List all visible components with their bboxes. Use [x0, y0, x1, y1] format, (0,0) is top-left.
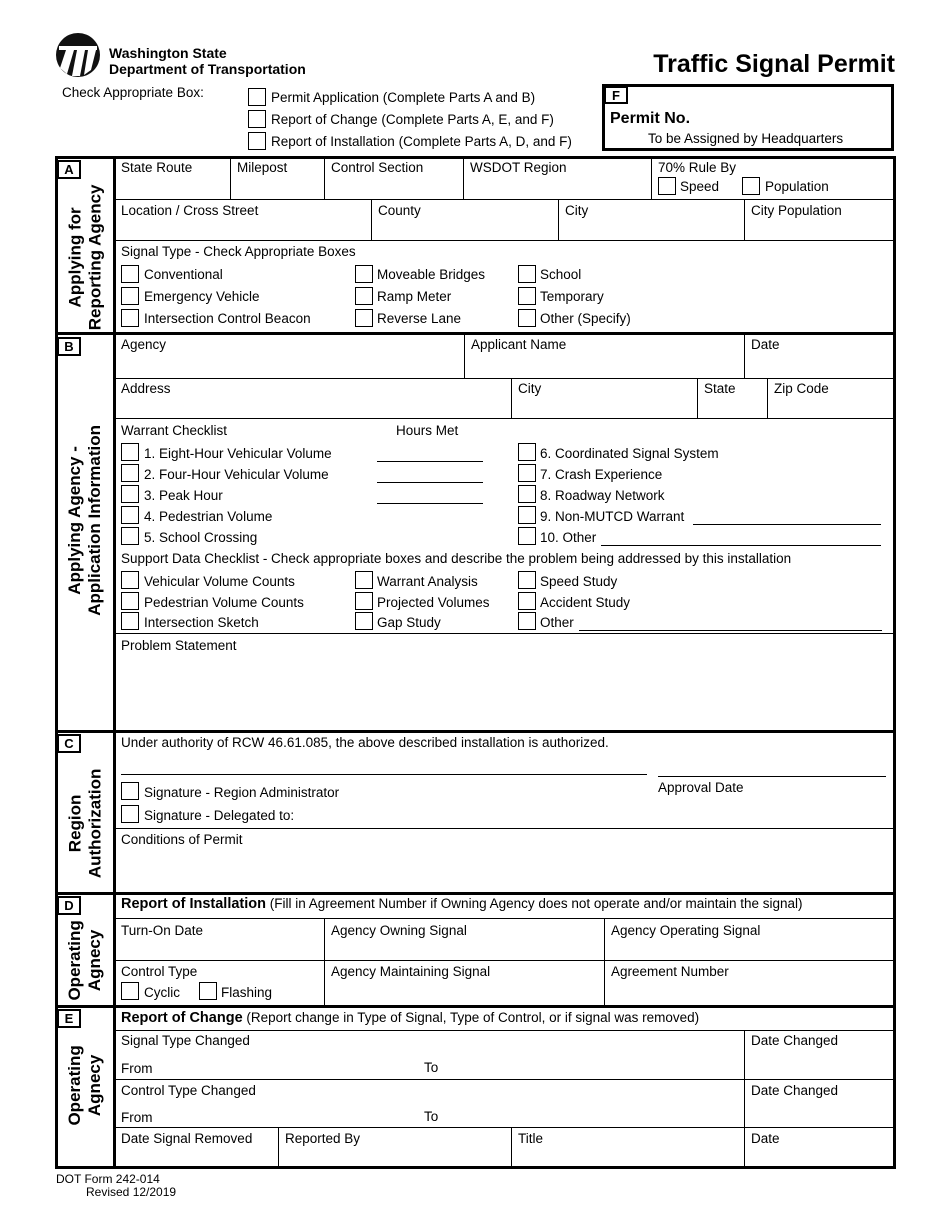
wsdot-region-label: WSDOT Region: [470, 160, 567, 175]
warrant-checkbox[interactable]: [518, 527, 536, 545]
support-label: Gap Study: [377, 615, 441, 630]
warrant-label: 9. Non-MUTCD Warrant: [540, 509, 685, 524]
warrant-label: 6. Coordinated Signal System: [540, 446, 719, 461]
report-installation-checkbox[interactable]: [248, 132, 266, 150]
warrant-checkbox[interactable]: [121, 527, 139, 545]
permit-no-label: Permit No.: [610, 110, 691, 127]
signal-type-checkbox[interactable]: [121, 265, 139, 283]
warrant-checkbox[interactable]: [121, 464, 139, 482]
permit-application-label: Permit Application (Complete Parts A and B): [271, 90, 536, 105]
population-checkbox[interactable]: [742, 177, 760, 195]
approval-date-line[interactable]: [658, 776, 886, 777]
speed-label: Speed: [680, 179, 720, 194]
section-b-side-title: Applying Agency - Application Information: [65, 424, 105, 616]
section-d-side-title: Operating Agnecy: [65, 919, 105, 1001]
date-changed-label: Date Changed: [751, 1033, 839, 1048]
warrant-checkbox[interactable]: [518, 443, 536, 461]
warrant-label: 5. School Crossing: [144, 530, 258, 545]
signal-type-option: Moveable Bridges: [377, 267, 486, 282]
to-label: To: [424, 1060, 439, 1075]
support-label: Projected Volumes: [377, 595, 490, 610]
warrant-label: 2. Four-Hour Vehicular Volume: [144, 467, 329, 482]
support-label: Speed Study: [540, 574, 618, 589]
to-label: To: [424, 1109, 439, 1124]
control-type-label: Control Type: [121, 964, 198, 979]
city-population-label: City Population: [751, 203, 842, 218]
title-label: Title: [518, 1131, 544, 1146]
support-checkbox[interactable]: [518, 612, 536, 630]
wsdot-logo-icon: [55, 32, 101, 78]
delegated-label: Signature - Delegated to:: [144, 808, 295, 823]
org-name-line2: Department of Transportation: [109, 61, 306, 77]
section-a-side-title: Applying for Reporting Agency: [65, 184, 105, 330]
signal-type-checkbox[interactable]: [518, 287, 536, 305]
support-checkbox[interactable]: [121, 612, 139, 630]
hours-met-input[interactable]: [377, 461, 483, 462]
agency-owning-label: Agency Owning Signal: [331, 923, 467, 938]
signal-type-option: Emergency Vehicle: [144, 289, 260, 304]
support-label: Vehicular Volume Counts: [144, 574, 295, 589]
permit-no-note: To be Assigned by Headquarters: [648, 131, 844, 146]
city-label: City: [518, 381, 542, 396]
warrant-checklist-label: Warrant Checklist: [121, 423, 228, 438]
support-checkbox[interactable]: [518, 592, 536, 610]
revision-date: Revised 12/2019: [86, 1185, 177, 1199]
hours-met-label: Hours Met: [396, 423, 459, 438]
problem-statement-input[interactable]: [117, 656, 892, 728]
warrant-label: 1. Eight-Hour Vehicular Volume: [144, 446, 332, 461]
cyclic-checkbox[interactable]: [121, 982, 139, 1000]
signal-type-option: Ramp Meter: [377, 289, 452, 304]
signal-type-checkbox[interactable]: [518, 265, 536, 283]
turn-on-date-label: Turn-On Date: [121, 923, 204, 938]
support-label: Intersection Sketch: [144, 615, 259, 630]
warrant-label: 10. Other: [540, 530, 597, 545]
change-heading: Report of Change (Report change in Type of Signal, Type of Control, or if signal was removed): [121, 1010, 700, 1026]
signal-type-option: Reverse Lane: [377, 311, 462, 326]
support-checkbox[interactable]: [121, 571, 139, 589]
address-label: Address: [121, 381, 171, 396]
section-e-letter: E: [57, 1009, 81, 1028]
flashing-checkbox[interactable]: [199, 982, 217, 1000]
form-number: DOT Form 242-014: [56, 1172, 160, 1186]
report-installation-label: Report of Installation (Complete Parts A, D, and F): [271, 134, 572, 149]
date-label: Date: [751, 337, 780, 352]
support-other-input[interactable]: [579, 630, 882, 631]
section-b-letter: B: [57, 337, 81, 356]
warrant-checkbox[interactable]: [518, 464, 536, 482]
check-box-label: Check Appropriate Box:: [62, 85, 204, 100]
milepost-label: Milepost: [237, 160, 288, 175]
control-section-label: Control Section: [331, 160, 424, 175]
from-label: From: [121, 1061, 153, 1076]
approval-date-label: Approval Date: [658, 780, 744, 795]
conditions-input[interactable]: [117, 850, 892, 890]
warrant-label: 8. Roadway Network: [540, 488, 665, 503]
signal-type-option: Other (Specify): [540, 311, 631, 326]
county-label: County: [378, 203, 421, 218]
hours-met-input[interactable]: [377, 503, 483, 504]
installation-heading: Report of Installation (Fill in Agreement Number if Owning Agency does not operate and/or maintain the signal): [121, 896, 803, 912]
signal-type-option: Conventional: [144, 267, 223, 282]
problem-statement-label: Problem Statement: [121, 638, 237, 653]
support-checkbox[interactable]: [355, 612, 373, 630]
hours-met-input[interactable]: [377, 482, 483, 483]
reported-by-label: Reported By: [285, 1131, 361, 1146]
permit-application-checkbox[interactable]: [248, 88, 266, 106]
warrant-checkbox[interactable]: [121, 506, 139, 524]
form-title: Traffic Signal Permit: [653, 50, 895, 78]
speed-checkbox[interactable]: [658, 177, 676, 195]
signal-type-checkbox[interactable]: [518, 309, 536, 327]
warrant-checkbox[interactable]: [121, 485, 139, 503]
support-data-label: Support Data Checklist - Check appropriate boxes and describe the problem being addressed by this installation: [121, 551, 792, 566]
state-label: State: [704, 381, 736, 396]
agency-operating-label: Agency Operating Signal: [611, 923, 761, 938]
authority-text: Under authority of RCW 46.61.085, the above described installation is authorized.: [121, 735, 609, 750]
support-checkbox[interactable]: [121, 592, 139, 610]
location-label: Location / Cross Street: [121, 203, 259, 218]
section-c-side-title: Region Authorization: [65, 768, 105, 879]
support-label: Accident Study: [540, 595, 631, 610]
warrant-label: 3. Peak Hour: [144, 488, 223, 503]
warrant-label: 7. Crash Experience: [540, 467, 663, 482]
region-admin-checkbox[interactable]: [121, 782, 139, 800]
warrant-checkbox[interactable]: [121, 443, 139, 461]
signal-type-checkbox[interactable]: [355, 309, 373, 327]
conditions-label: Conditions of Permit: [121, 832, 243, 847]
section-c-letter: C: [57, 734, 81, 753]
other-warrant-input[interactable]: [601, 545, 881, 546]
agency-maintaining-label: Agency Maintaining Signal: [331, 964, 491, 979]
date-changed-label: Date Changed: [751, 1083, 839, 1098]
date-label: Date: [751, 1131, 780, 1146]
control-type-changed-label: Control Type Changed: [121, 1083, 256, 1098]
section-f-letter: F: [604, 86, 628, 104]
agency-label: Agency: [121, 337, 167, 352]
signal-type-checkbox[interactable]: [121, 309, 139, 327]
support-checkbox[interactable]: [355, 571, 373, 589]
section-e-side-title: Operating Agnecy: [65, 1044, 105, 1126]
signal-type-option: Intersection Control Beacon: [144, 311, 311, 326]
signal-type-changed-label: Signal Type Changed: [121, 1033, 250, 1048]
warrant-checkbox[interactable]: [518, 485, 536, 503]
flashing-label: Flashing: [221, 985, 273, 1000]
report-change-checkbox[interactable]: [248, 110, 266, 128]
non-mutcd-input[interactable]: [693, 524, 881, 525]
signature-line[interactable]: [121, 774, 647, 775]
support-label: Other: [540, 615, 574, 630]
permit-no-input[interactable]: [700, 104, 890, 128]
signal-type-option: Temporary: [540, 289, 604, 304]
signal-type-label: Signal Type - Check Appropriate Boxes: [121, 244, 356, 259]
from-label: From: [121, 1110, 153, 1125]
region-admin-label: Signature - Region Administrator: [144, 785, 340, 800]
support-checkbox[interactable]: [518, 571, 536, 589]
support-label: Pedestrian Volume Counts: [144, 595, 304, 610]
zip-label: Zip Code: [774, 381, 829, 396]
signal-type-option: School: [540, 267, 582, 282]
cyclic-label: Cyclic: [144, 985, 180, 1000]
warrant-label: 4. Pedestrian Volume: [144, 509, 273, 524]
delegated-checkbox[interactable]: [121, 805, 139, 823]
population-label: Population: [765, 179, 829, 194]
warrant-checkbox[interactable]: [518, 506, 536, 524]
signal-type-checkbox[interactable]: [355, 287, 373, 305]
org-name-line1: Washington State: [109, 45, 227, 61]
section-a-letter: A: [57, 160, 81, 179]
section-d-letter: D: [57, 896, 81, 915]
date-removed-label: Date Signal Removed: [121, 1131, 253, 1146]
support-checkbox[interactable]: [355, 592, 373, 610]
rule-label: 70% Rule By: [658, 160, 737, 175]
applicant-label: Applicant Name: [471, 337, 567, 352]
state-route-label: State Route: [121, 160, 193, 175]
agreement-number-label: Agreement Number: [611, 964, 729, 979]
report-change-label: Report of Change (Complete Parts A, E, and F): [271, 112, 554, 127]
signal-type-checkbox[interactable]: [355, 265, 373, 283]
support-label: Warrant Analysis: [377, 574, 478, 589]
city-label: City: [565, 203, 589, 218]
signal-type-checkbox[interactable]: [121, 287, 139, 305]
